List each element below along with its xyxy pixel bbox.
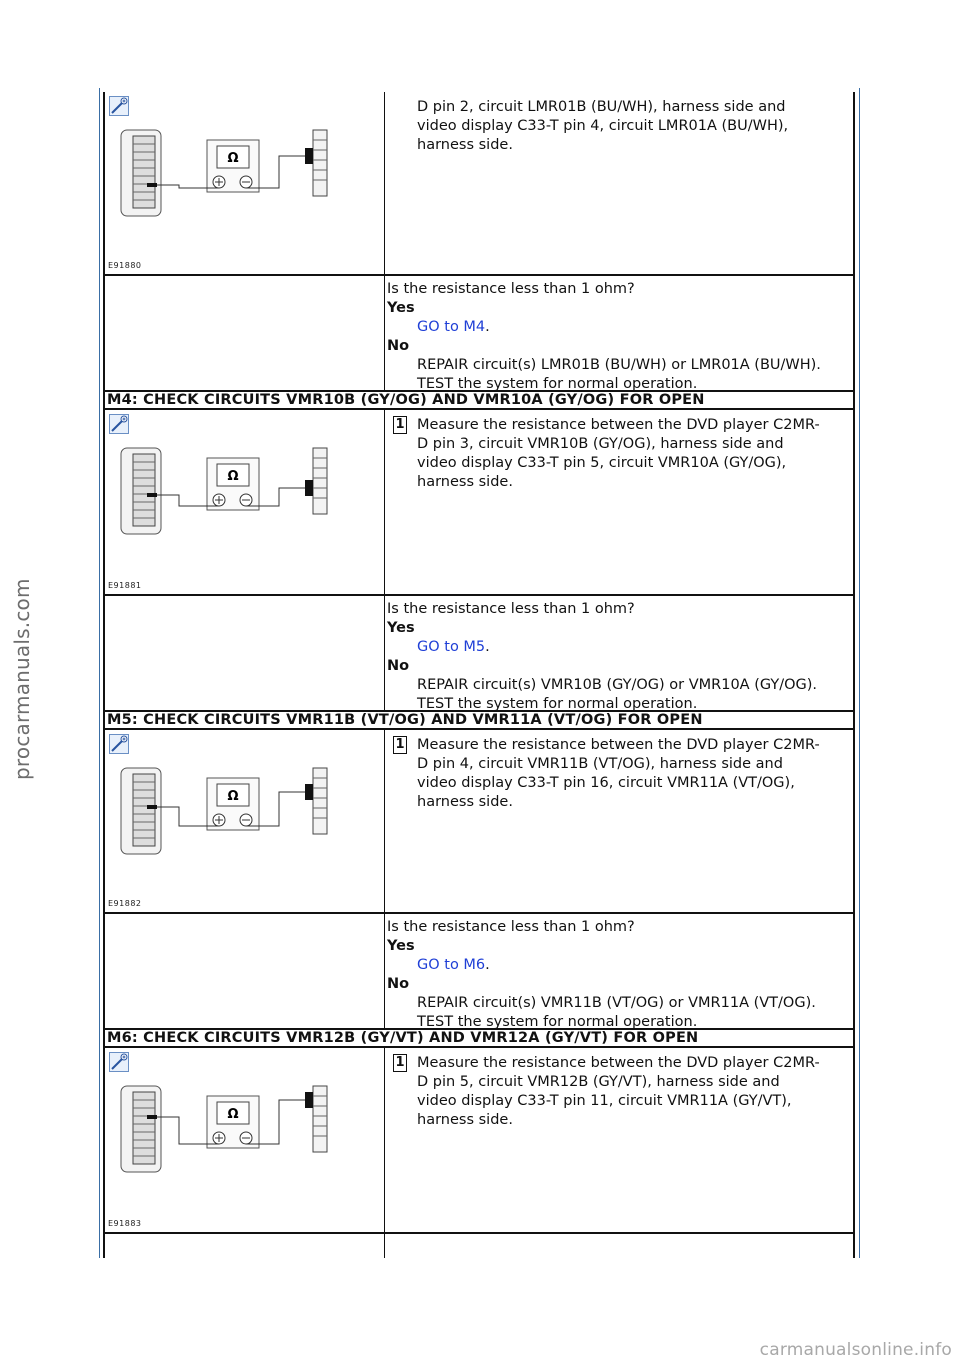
no-action: REPAIR circuit(s) VMR10B (GY/OG) or VMR10A (GY/OG). TEST the system for normal operation. — [417, 677, 818, 712]
wiring-diagram — [119, 440, 341, 540]
m5-step-row — [103, 730, 855, 914]
m4-heading: M4: CHECK CIRCUITS VMR10B (GY/OG) AND VMR10A (GY/OG) FOR OPEN — [103, 390, 855, 410]
right-outer-rule — [859, 88, 860, 1258]
figure-cell — [105, 1048, 385, 1232]
footer-watermark: carmanualsonline.info — [759, 1340, 952, 1360]
question-text: Is the resistance less than 1 ohm? — [387, 919, 635, 935]
m4-step-row — [103, 410, 855, 596]
m4-question-row — [103, 596, 855, 710]
instruction-text: Measure the resistance between the DVD player C2MR- D pin 4, circuit VMR11B (VT/OG), harness side and video display C33-T pin 16, circuit VMR11A (VT/OG), harness side. — [417, 737, 820, 810]
m6-step-row — [103, 1048, 855, 1234]
side-watermark: procarmanuals.com — [10, 578, 34, 780]
m5-question-row — [103, 914, 855, 1028]
instruction-cell — [385, 1048, 853, 1232]
no-action: REPAIR circuit(s) LMR01B (BU/WH) or LMR01A (BU/WH). TEST the system for normal operation. — [417, 357, 821, 392]
go-to-m6-link[interactable]: GO to M6 — [417, 957, 486, 973]
question-row — [103, 276, 855, 390]
zoom-icon[interactable] — [109, 96, 129, 116]
zoom-icon[interactable] — [109, 414, 129, 434]
left-outer-rule — [99, 88, 100, 1258]
m6-next-row — [103, 1234, 855, 1258]
ohm-symbol: Ω — [227, 1107, 239, 1122]
figure-label: E91880 — [108, 261, 142, 270]
step-number: 1 — [393, 1054, 407, 1072]
yes-label: Yes — [387, 300, 415, 316]
instruction-text: Measure the resistance between the DVD player C2MR- D pin 3, circuit VMR10B (GY/OG), harness side and video display C33-T pin 5, circuit VMR10A (GY/OG), harness side. — [417, 417, 820, 490]
empty-cell — [105, 596, 385, 710]
question-cell — [385, 914, 853, 1028]
ohm-symbol: Ω — [227, 789, 239, 804]
empty-cell — [105, 1234, 385, 1258]
go-to-m5-link[interactable]: GO to M5 — [417, 639, 486, 655]
figure-label: E91882 — [108, 899, 142, 908]
figure-cell — [105, 730, 385, 912]
question-cell — [385, 596, 853, 710]
question-text: Is the resistance less than 1 ohm? — [387, 281, 635, 297]
figure-cell — [105, 410, 385, 594]
yes-action: GO to M5. — [417, 639, 490, 655]
zoom-icon[interactable] — [109, 1052, 129, 1072]
zoom-icon[interactable] — [109, 734, 129, 754]
figure-label: E91881 — [108, 581, 142, 590]
step-number: 1 — [393, 416, 407, 434]
no-label: No — [387, 338, 410, 354]
instruction-text: Measure the resistance between the DVD player C2MR- D pin 5, circuit VMR12B (GY/VT), harness side and video display C33-T pin 11, circuit VMR11A (GY/VT), harness side. — [417, 1055, 820, 1128]
instruction-text: D pin 2, circuit LMR01B (BU/WH), harness side and video display C33-T pin 4, circuit LMR01A (BU/WH), harness side. — [417, 99, 789, 153]
ohm-symbol: Ω — [227, 469, 239, 484]
go-to-m4-link[interactable]: GO to M4 — [417, 319, 486, 335]
empty-cell — [105, 276, 385, 390]
empty-cell — [105, 914, 385, 1028]
question-text: Is the resistance less than 1 ohm? — [387, 601, 635, 617]
figure-cell — [105, 92, 385, 274]
question-cell — [385, 276, 853, 390]
m6-heading: M6: CHECK CIRCUITS VMR12B (GY/VT) AND VMR12A (GY/VT) FOR OPEN — [103, 1028, 855, 1048]
wiring-diagram — [119, 122, 341, 222]
ohm-symbol: Ω — [227, 151, 239, 166]
step-row-continued — [103, 92, 855, 276]
instruction-cell — [385, 730, 853, 912]
no-label: No — [387, 976, 410, 992]
wiring-diagram — [119, 760, 341, 860]
yes-action: GO to M4. — [417, 319, 490, 335]
yes-action: GO to M6. — [417, 957, 490, 973]
yes-label: Yes — [387, 620, 415, 636]
no-label: No — [387, 658, 410, 674]
m5-heading: M5: CHECK CIRCUITS VMR11B (VT/OG) AND VMR11A (VT/OG) FOR OPEN — [103, 710, 855, 730]
step-number: 1 — [393, 736, 407, 754]
instruction-cell — [385, 410, 853, 594]
yes-label: Yes — [387, 938, 415, 954]
no-action: REPAIR circuit(s) VMR11B (VT/OG) or VMR11A (VT/OG). TEST the system for normal operation. — [417, 995, 816, 1030]
figure-label: E91883 — [108, 1219, 142, 1228]
wiring-diagram — [119, 1078, 341, 1178]
instruction-cell — [385, 92, 853, 274]
